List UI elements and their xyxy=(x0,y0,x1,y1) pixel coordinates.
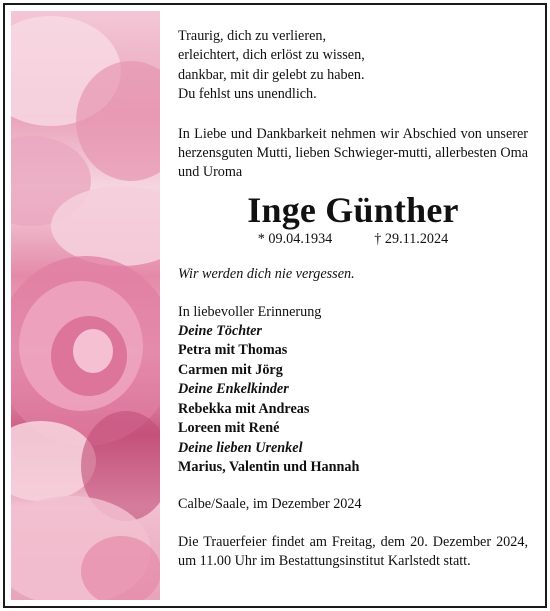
funeral-notice: Die Trauerfeier findet am Freitag, dem 20. Dezember 2024, um 11.00 Uhr im Bestattungsinstitut Karlstedt statt. xyxy=(178,533,528,570)
list-item: Marius, Valentin und Hannah xyxy=(178,458,360,475)
obituary-frame xyxy=(3,3,547,608)
obituary-text xyxy=(178,27,528,572)
rose-photo xyxy=(11,11,160,600)
rose-illustration xyxy=(11,11,160,600)
place-date: Calbe/Saale, im Dezember 2024 xyxy=(178,496,362,513)
poem-line: Du fehlst uns unendlich. xyxy=(178,86,317,103)
poem-line: erleichtert, dich erlöst zu wissen, xyxy=(178,47,365,64)
remembrance-list xyxy=(178,303,528,478)
death-date: † 29.11.2024 xyxy=(374,230,449,247)
life-dates xyxy=(178,230,528,249)
list-item: Rebekka mit Andreas xyxy=(178,400,310,417)
list-item: Deine Enkelkinder xyxy=(178,381,289,398)
remembrance-lead: In liebevoller Erinnerung xyxy=(178,303,322,320)
deceased-name: Inge Günther xyxy=(247,189,459,230)
intro-text: In Liebe und Dankbarkeit nehmen wir Abschied von unserer herzensguten Mutti, lieben Schwieger-mutti, allerbesten Oma und Uroma xyxy=(178,125,528,181)
list-item: Deine Töchter xyxy=(178,323,262,340)
motto: Wir werden dich nie vergessen. xyxy=(178,266,355,283)
birth-date: * 09.04.1934 xyxy=(257,230,333,247)
list-item: Petra mit Thomas xyxy=(178,342,288,359)
list-item: Loreen mit René xyxy=(178,420,280,437)
list-item: Carmen mit Jörg xyxy=(178,361,283,378)
poem-line: dankbar, mit dir gelebt zu haben. xyxy=(178,66,365,83)
list-item: Deine lieben Urenkel xyxy=(178,439,303,456)
poem-line: Traurig, dich zu verlieren, xyxy=(178,28,327,44)
poem xyxy=(178,27,528,105)
